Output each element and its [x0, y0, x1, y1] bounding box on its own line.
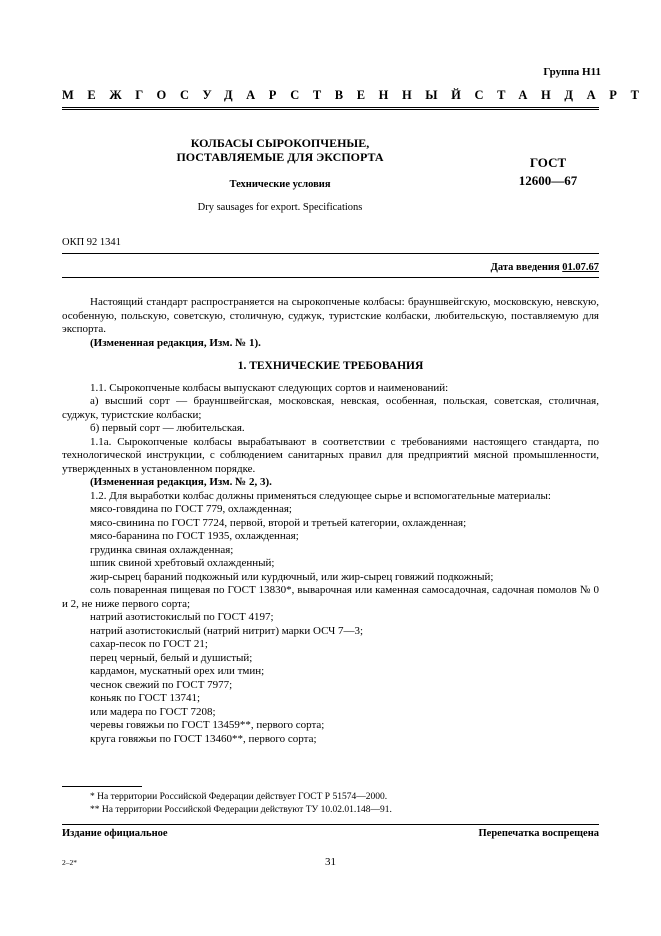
introduction-date	[491, 262, 599, 273]
footnotes	[62, 791, 599, 816]
footnote: ** На территории Российской Федерации действуют ТУ 10.02.01.148—91.	[90, 804, 392, 815]
paragraph: 1.1. Сырокопченые колбасы выпускают следующих сортов и наименований:	[90, 381, 449, 394]
official-edition-label: Издание официальное	[62, 828, 168, 839]
paragraph: или мадера по ГОСТ 7208;	[90, 705, 216, 718]
paragraph: шпик свиной хребтовый охлажденный;	[90, 557, 275, 569]
date-value: 01.07.67	[562, 262, 599, 273]
paragraph: соль поваренная пищевая по ГОСТ 13830*, выварочная или каменная самосадочная, садочная помолов № 0 и 2, не ниже первого сорта;	[62, 584, 599, 610]
group-code: Группа Н11	[543, 66, 601, 78]
paragraph: (Измененная редакция, Изм. № 1).	[90, 336, 261, 349]
footnote-separator	[62, 786, 142, 787]
gost-label: ГОСТ	[529, 155, 567, 170]
paragraph: чеснок свежий по ГОСТ 7977;	[90, 678, 233, 691]
okp-code: ОКП 92 1341	[62, 237, 121, 248]
top-rule-thick	[62, 107, 599, 108]
paragraph: б) первый сорт — любительская.	[90, 422, 245, 434]
paragraph: натрий азотистокислый (натрий нитрит) марки ОСЧ 7—3;	[90, 624, 364, 637]
okp-rule	[62, 253, 599, 254]
paragraph: 1.1а. Сырокопченые колбасы вырабатывают в соответствии с требованиями настоящего стандарта, по технологической инструкции, с соблюдением санитарных правил для предприятий мясной промышленности, утвержденных в установленном порядке.	[62, 435, 599, 475]
paragraph: (Измененная редакция, Изм. № 2, 3).	[90, 476, 272, 488]
paragraph: черевы говяжьи по ГОСТ 13459**, первого сорта;	[90, 719, 325, 731]
paragraph: мясо-баранина по ГОСТ 1935, охлажденная;	[90, 530, 299, 542]
paragraph: кардамон, мускатный орех или тмин;	[90, 665, 265, 677]
date-rule	[62, 277, 599, 278]
footer-rule	[62, 824, 599, 825]
document-body	[62, 296, 599, 746]
paragraph: натрий азотистокислый по ГОСТ 4197;	[90, 611, 274, 623]
subtitle: Технические условия	[229, 179, 331, 190]
paragraph: круга говяжьи по ГОСТ 13460**, первого сорта;	[90, 732, 317, 745]
paragraph: мясо-свинина по ГОСТ 7724, первой, второй и третьей категории, охлажденная;	[90, 516, 467, 529]
print-code: 2–2*	[62, 858, 77, 867]
section-heading: 1. ТЕХНИЧЕСКИЕ ТРЕБОВАНИЯ	[237, 360, 424, 372]
title-block	[150, 136, 410, 213]
paragraph: сахар-песок по ГОСТ 21;	[90, 638, 208, 650]
gost-designation	[498, 154, 598, 190]
paragraph: перец черный, белый и душистый;	[90, 651, 253, 664]
interstate-standard-heading	[62, 88, 653, 103]
paragraph: коньяк по ГОСТ 13741;	[90, 692, 201, 704]
paragraph: жир-сырец бараний подкожный или курдючный, или жир-сырец говяжий подкожный;	[90, 570, 494, 583]
paragraph: а) высший сорт — брауншвейгская, московская, невская, особенная, польская, советская, столичная, суджук, туристские колбаски;	[62, 395, 599, 421]
english-title: Dry sausages for export. Specifications	[197, 202, 363, 213]
paragraph: грудинка свиная охлажденная;	[90, 543, 234, 556]
gost-number: 12600—67	[518, 173, 578, 188]
title-line-2: ПОСТАВЛЯЕМЫЕ ДЛЯ ЭКСПОРТА	[176, 150, 384, 164]
paragraph: 1.2. Для выработки колбас должны применяться следующее сырье и вспомогательные материалы:	[90, 489, 551, 502]
paragraph: мясо-говядина по ГОСТ 779, охлажденная;	[90, 503, 292, 515]
reprint-prohibited-label: Перепечатка воспрещена	[478, 828, 599, 839]
top-rule-thin	[62, 109, 599, 110]
title-line-1: КОЛБАСЫ СЫРОКОПЧЕНЫЕ,	[190, 136, 370, 150]
paragraph: Настоящий стандарт распространяется на сырокопченые колбасы: брауншвейгскую, московскую, невскую, особенную, польскую, советскую, столичную, суджук, туристские колбаски, любительскую, поставляемую для экспорта.	[62, 296, 599, 335]
interstate-word: МЕЖГОСУДАРСТВЕННЫЙ	[62, 88, 475, 102]
footnote: * На территории Российской Федерации действует ГОСТ Р 51574—2000.	[90, 792, 388, 802]
page-number: 31	[325, 856, 336, 868]
date-label: Дата введения	[490, 262, 560, 273]
standard-word: СТАНДАРТ	[474, 88, 653, 102]
